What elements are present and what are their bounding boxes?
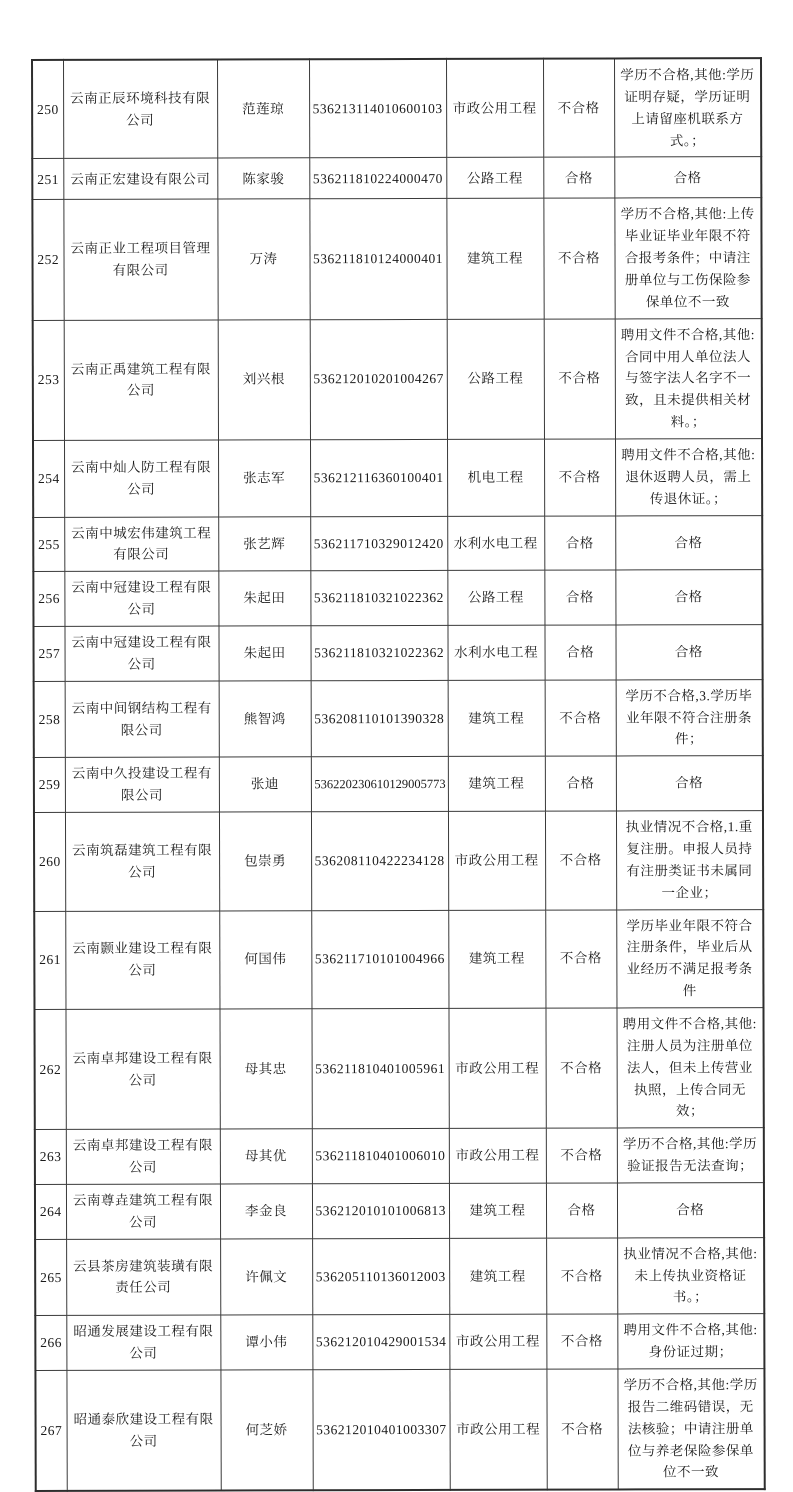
company-name-cell: 云南卓邦建设工程有限公司 (66, 1129, 220, 1184)
certificate-number-cell: 536208110101390328 (311, 680, 448, 757)
person-name-cell: 张艺辉 (218, 516, 310, 571)
result-cell: 合格 (544, 570, 615, 625)
table-row (34, 1008, 763, 1130)
result-cell: 不合格 (544, 439, 615, 516)
company-name-cell: 云南正宏建设有限公司 (63, 158, 217, 199)
company-name-cell: 云南正禹建筑工程有限公司 (64, 320, 218, 441)
remark-cell: 合格 (615, 570, 762, 625)
person-name-cell: 张志军 (218, 440, 310, 517)
company-name-cell: 云南中久投建设工程有限公司 (65, 757, 219, 812)
certificate-number-cell: 536212010429001534 (312, 1315, 449, 1370)
table-row (35, 1369, 764, 1492)
company-name-cell: 云南颢业建设工程有限公司 (65, 911, 219, 1010)
remark-cell: 学历不合格,其他:学历验证报告无法查询； (617, 1128, 764, 1183)
person-name-cell: 母其优 (220, 1129, 312, 1184)
person-name-cell: 朱起田 (218, 571, 310, 626)
remark-cell: 执业情况不合格,其他:未上传执业资格证书。； (617, 1237, 764, 1314)
table-row (33, 318, 762, 440)
major-cell: 市政公用工程 (448, 1008, 545, 1129)
remark-cell: 合格 (615, 625, 762, 680)
result-cell: 合格 (543, 157, 614, 198)
certificate-number-cell: 536213114010600103 (309, 59, 446, 158)
person-name-cell: 谭小伟 (220, 1315, 312, 1370)
remark-cell: 合格 (617, 1183, 764, 1238)
major-cell: 公路工程 (446, 158, 543, 199)
remark-cell: 聘用文件不合格,其他:注册人员为注册单位法人，但未上传营业执照，上传合同无效； (616, 1008, 763, 1129)
major-cell: 建筑工程 (448, 680, 545, 757)
company-name-cell: 云南中冠建设工程有限公司 (64, 571, 218, 626)
major-cell: 市政公用工程 (446, 59, 543, 158)
row-number-cell: 256 (33, 572, 64, 627)
certificate-number-cell: 536212010401003307 (312, 1369, 449, 1490)
remark-cell: 聘用文件不合格,其他:身份证过期； (617, 1314, 764, 1369)
person-name-cell: 何芝娇 (220, 1370, 312, 1491)
review-results-table (31, 57, 766, 1492)
table-row (35, 1237, 764, 1315)
major-cell: 水利水电工程 (447, 625, 544, 680)
row-number-cell: 258 (34, 681, 65, 758)
remark-cell: 合格 (615, 515, 762, 570)
person-name-cell: 刘兴根 (218, 320, 310, 441)
major-cell: 市政公用工程 (449, 1314, 546, 1369)
table-row (32, 198, 761, 320)
row-number-cell: 250 (32, 60, 63, 159)
row-number-cell: 259 (34, 758, 65, 813)
row-number-cell: 266 (35, 1316, 66, 1371)
certificate-number-cell: 536212010101006813 (312, 1183, 449, 1238)
table-row (34, 811, 763, 911)
row-number-cell: 260 (34, 812, 65, 911)
remark-cell: 合格 (616, 756, 763, 811)
person-name-cell: 陈家骏 (217, 158, 309, 199)
table-body (32, 58, 765, 1491)
review-results-table-container (31, 57, 764, 1492)
certificate-number-cell: 536211710329012420 (310, 516, 447, 571)
certificate-number-cell: 536211810224000470 (309, 158, 446, 199)
company-name-cell: 云南卓邦建设工程有限公司 (65, 1009, 219, 1130)
row-number-cell: 264 (35, 1184, 66, 1239)
result-cell: 不合格 (546, 1314, 617, 1369)
person-name-cell: 熊智鸿 (219, 681, 311, 758)
certificate-number-cell: 536211810321022362 (310, 571, 447, 626)
certificate-number-cell: 536211810401006010 (312, 1129, 449, 1184)
result-cell: 不合格 (545, 909, 616, 1008)
table-row (34, 679, 763, 757)
table-row (35, 1183, 764, 1240)
person-name-cell: 范莲琼 (217, 59, 309, 158)
company-name-cell: 云南尊垚建筑工程有限公司 (66, 1184, 220, 1239)
remark-cell: 合格 (614, 157, 761, 198)
company-name-cell: 云南中间钢结构工程有限公司 (65, 681, 219, 758)
person-name-cell: 许佩文 (220, 1238, 312, 1315)
person-name-cell: 母其忠 (219, 1009, 311, 1130)
remark-cell: 执业情况不合格,1.重复注册。申报人员持有注册类证书未属同一企业； (616, 811, 763, 910)
result-cell: 不合格 (546, 1369, 617, 1490)
major-cell: 建筑工程 (448, 757, 545, 812)
person-name-cell: 张迪 (219, 757, 311, 812)
certificate-number-cell: 536212116360100401 (310, 439, 447, 516)
table-row (33, 625, 762, 682)
row-number-cell: 261 (34, 911, 65, 1010)
table-row (35, 1128, 764, 1185)
major-cell: 市政公用工程 (449, 1128, 546, 1183)
remark-cell: 学历不合格,其他:学历报告二维码错误，无法核验；中请注册单位与养老保险参保单位不一致 (617, 1369, 764, 1490)
remark-cell: 学历不合格,其他:学历证明存疑，学历证明上请留座机联系方式。； (614, 58, 761, 157)
company-name-cell: 云县茶房建筑装璜有限责任公司 (66, 1239, 220, 1316)
person-name-cell: 万涛 (217, 199, 309, 320)
remark-cell: 聘用文件不合格,其他:退休返聘人员，需上传退休证。； (615, 439, 762, 516)
row-number-cell: 255 (33, 517, 64, 572)
major-cell: 建筑工程 (446, 199, 543, 320)
row-number-cell: 262 (34, 1009, 65, 1129)
table-row (35, 1314, 764, 1371)
result-cell: 合格 (545, 756, 616, 811)
table-row (34, 756, 763, 813)
result-cell: 不合格 (543, 198, 614, 318)
result-cell: 不合格 (545, 680, 616, 757)
result-cell: 合格 (546, 1183, 617, 1238)
person-name-cell: 朱起田 (218, 626, 310, 681)
remark-cell: 学历不合格,其他:上传毕业证毕业年限不符合报考条件；中请注册单位与工伤保险参保单位不一致 (614, 198, 761, 319)
table-row (32, 157, 761, 200)
certificate-number-cell: 536211710101004966 (311, 910, 448, 1009)
result-cell: 合格 (544, 516, 615, 571)
person-name-cell: 何国伟 (219, 910, 311, 1009)
remark-cell: 聘用文件不合格,其他:合同中用人单位法人与签字法人名字不一致，且未提供相关材料。； (615, 318, 762, 439)
table-row (33, 439, 762, 517)
company-name-cell: 云南筑磊建筑工程有限公司 (65, 812, 219, 911)
major-cell: 建筑工程 (448, 910, 545, 1009)
result-cell: 不合格 (543, 58, 614, 157)
row-number-cell: 253 (33, 320, 64, 440)
table-row (34, 909, 763, 1009)
company-name-cell: 昭通发展建设工程有限公司 (66, 1315, 220, 1370)
row-number-cell: 263 (35, 1130, 66, 1185)
company-name-cell: 云南中灿人防工程有限公司 (64, 440, 218, 517)
major-cell: 水利水电工程 (447, 516, 544, 571)
certificate-number-cell: 536220230610129005773 (311, 757, 448, 812)
major-cell: 机电工程 (447, 439, 544, 516)
result-cell: 不合格 (546, 1128, 617, 1183)
major-cell: 市政公用工程 (449, 1369, 546, 1490)
remark-cell: 学历毕业年限不符合注册条件，毕业后从业经历不满足报考条件 (616, 909, 763, 1008)
certificate-number-cell: 536205110136012003 (312, 1238, 449, 1315)
certificate-number-cell: 536211810321022362 (310, 625, 447, 680)
certificate-number-cell: 536211810124000401 (309, 199, 446, 320)
result-cell: 不合格 (544, 319, 615, 439)
person-name-cell: 李金良 (220, 1184, 312, 1239)
major-cell: 公路工程 (447, 570, 544, 625)
company-name-cell: 云南中冠建设工程有限公司 (64, 626, 218, 681)
remark-cell: 学历不合格,3.学历毕业年限不符合注册条件； (616, 679, 763, 756)
result-cell: 合格 (544, 625, 615, 680)
row-number-cell: 257 (33, 626, 64, 681)
table-row (33, 570, 762, 627)
result-cell: 不合格 (545, 811, 616, 910)
table-row (33, 515, 762, 572)
major-cell: 市政公用工程 (448, 811, 545, 910)
company-name-cell: 云南中城宏伟建筑工程有限公司 (64, 517, 218, 572)
result-cell: 不合格 (545, 1008, 616, 1128)
company-name-cell: 云南正业工程项目管理有限公司 (63, 199, 217, 320)
certificate-number-cell: 536211810401005961 (311, 1008, 448, 1129)
row-number-cell: 267 (35, 1370, 66, 1491)
row-number-cell: 252 (32, 200, 63, 320)
major-cell: 建筑工程 (449, 1183, 546, 1238)
major-cell: 建筑工程 (449, 1238, 546, 1315)
row-number-cell: 251 (32, 159, 63, 200)
row-number-cell: 254 (33, 440, 64, 517)
row-number-cell: 265 (35, 1239, 66, 1316)
company-name-cell: 昭通泰欣建设工程有限公司 (66, 1370, 220, 1491)
person-name-cell: 包崇勇 (219, 812, 311, 911)
major-cell: 公路工程 (447, 319, 544, 440)
certificate-number-cell: 536212010201004267 (310, 319, 447, 440)
table-row (32, 58, 761, 159)
certificate-number-cell: 536208110422234128 (311, 811, 448, 910)
result-cell: 不合格 (546, 1238, 617, 1315)
company-name-cell: 云南正辰环境科技有限公司 (63, 60, 217, 159)
